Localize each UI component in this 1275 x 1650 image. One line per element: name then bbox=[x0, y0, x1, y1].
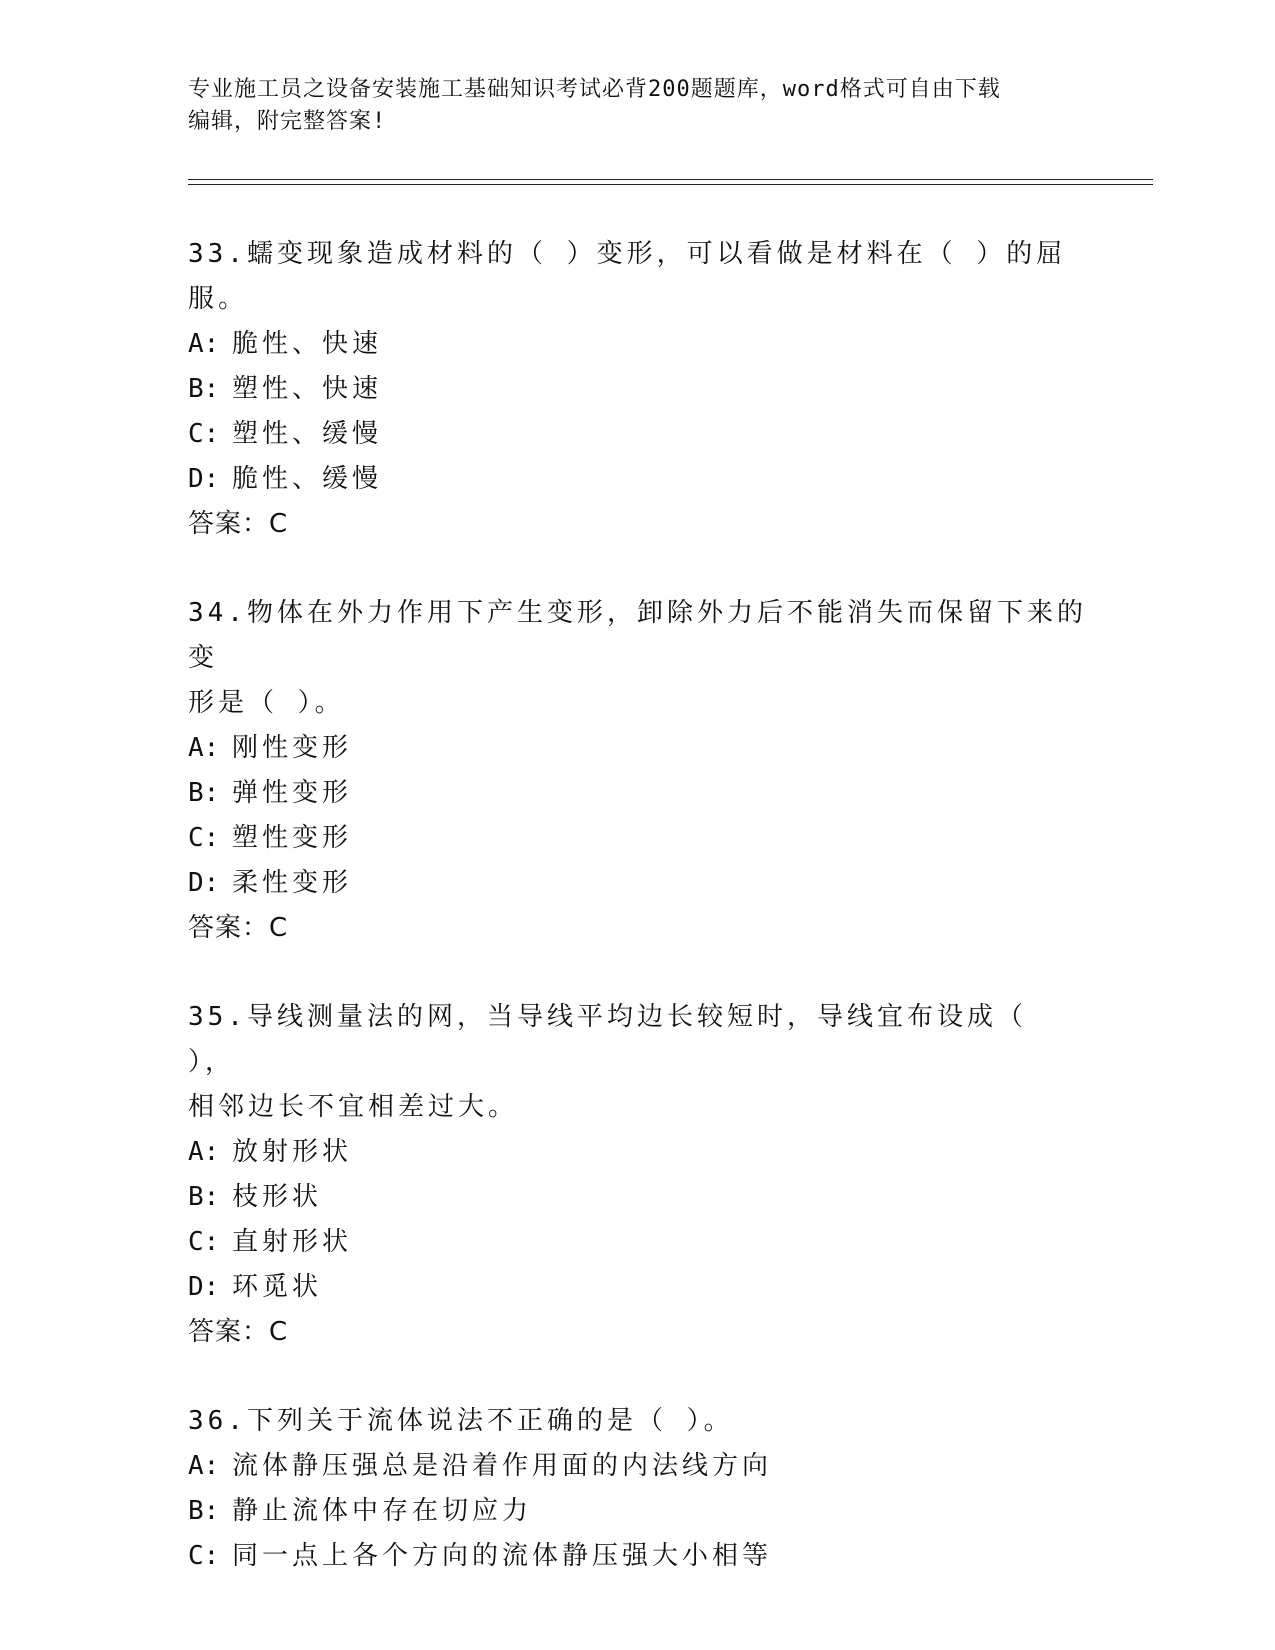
answer-line: 答案：C bbox=[188, 1317, 289, 1347]
option-key: D: bbox=[188, 1272, 220, 1302]
question-stem-line: 相邻边长不宜相差过大。 bbox=[188, 1092, 519, 1122]
option-text: 直射形状 bbox=[232, 1227, 353, 1257]
option-text: 弹性变形 bbox=[232, 778, 353, 808]
option-key: C: bbox=[188, 1541, 220, 1571]
option-key: A: bbox=[188, 1451, 220, 1481]
option-text: 塑性、快速 bbox=[232, 374, 383, 404]
option-d bbox=[188, 457, 1088, 502]
option-key: B: bbox=[188, 778, 220, 808]
option-text: 脆性、快速 bbox=[232, 329, 383, 359]
option-c bbox=[188, 412, 1088, 457]
option-text: 同一点上各个方向的流体静压强大小相等 bbox=[232, 1541, 773, 1571]
document-header bbox=[188, 74, 1088, 138]
option-c bbox=[188, 816, 1088, 861]
question-stem-line: 形是（ ）。 bbox=[188, 688, 345, 718]
option-text: 枝形状 bbox=[232, 1182, 323, 1212]
option-key: C: bbox=[188, 1227, 220, 1257]
option-key: D: bbox=[188, 868, 220, 898]
option-text: 放射形状 bbox=[232, 1137, 353, 1167]
question-stem-line: 34.物体在外力作用下产生变形，卸除外力后不能消失而保留下来的变 bbox=[188, 598, 1087, 673]
option-c bbox=[188, 1534, 1088, 1579]
header-title-line-2: 编辑，附完整答案! bbox=[188, 109, 387, 134]
option-b bbox=[188, 1175, 1088, 1220]
option-text: 柔性变形 bbox=[232, 868, 353, 898]
option-key: A: bbox=[188, 733, 220, 763]
option-key: C: bbox=[188, 419, 220, 449]
option-b bbox=[188, 1489, 1088, 1534]
answer-line: 答案：C bbox=[188, 509, 289, 539]
option-d bbox=[188, 1265, 1088, 1310]
option-a bbox=[188, 1444, 1088, 1489]
option-text: 塑性、缓慢 bbox=[232, 419, 383, 449]
option-text: 流体静压强总是沿着作用面的内法线方向 bbox=[232, 1451, 773, 1481]
option-b bbox=[188, 367, 1088, 412]
option-text: 静止流体中存在切应力 bbox=[232, 1496, 533, 1526]
option-text: 环觅状 bbox=[232, 1272, 323, 1302]
header-divider-bottom bbox=[188, 184, 1153, 185]
option-d bbox=[188, 861, 1088, 906]
question-34 bbox=[188, 591, 1088, 951]
option-key: D: bbox=[188, 464, 220, 494]
option-c bbox=[188, 1220, 1088, 1265]
question-stem-line: 35.导线测量法的网，当导线平均边长较短时，导线宜布设成（ ）， bbox=[188, 1002, 1027, 1077]
question-list bbox=[188, 232, 1088, 1623]
question-stem-line: 33.蠕变现象造成材料的（ ）变形，可以看做是材料在（ ）的屈服。 bbox=[188, 239, 1067, 314]
question-35 bbox=[188, 995, 1088, 1355]
option-a bbox=[188, 322, 1088, 367]
option-a bbox=[188, 1130, 1088, 1175]
option-key: B: bbox=[188, 1496, 220, 1526]
option-key: B: bbox=[188, 1182, 220, 1212]
question-stem-line: 36.下列关于流体说法不正确的是（ ）。 bbox=[188, 1406, 734, 1436]
option-a bbox=[188, 726, 1088, 771]
option-text: 刚性变形 bbox=[232, 733, 353, 763]
option-key: C: bbox=[188, 823, 220, 853]
question-36 bbox=[188, 1399, 1088, 1579]
header-title-line-1: 专业施工员之设备安装施工基础知识考试必背200题题库，word格式可自由下载 bbox=[188, 77, 1001, 102]
option-text: 塑性变形 bbox=[232, 823, 353, 853]
question-33 bbox=[188, 232, 1088, 547]
option-b bbox=[188, 771, 1088, 816]
option-key: A: bbox=[188, 1137, 220, 1167]
option-key: B: bbox=[188, 374, 220, 404]
option-key: A: bbox=[188, 329, 220, 359]
header-divider-top bbox=[188, 179, 1153, 180]
option-text: 脆性、缓慢 bbox=[232, 464, 383, 494]
answer-line: 答案：C bbox=[188, 913, 289, 943]
